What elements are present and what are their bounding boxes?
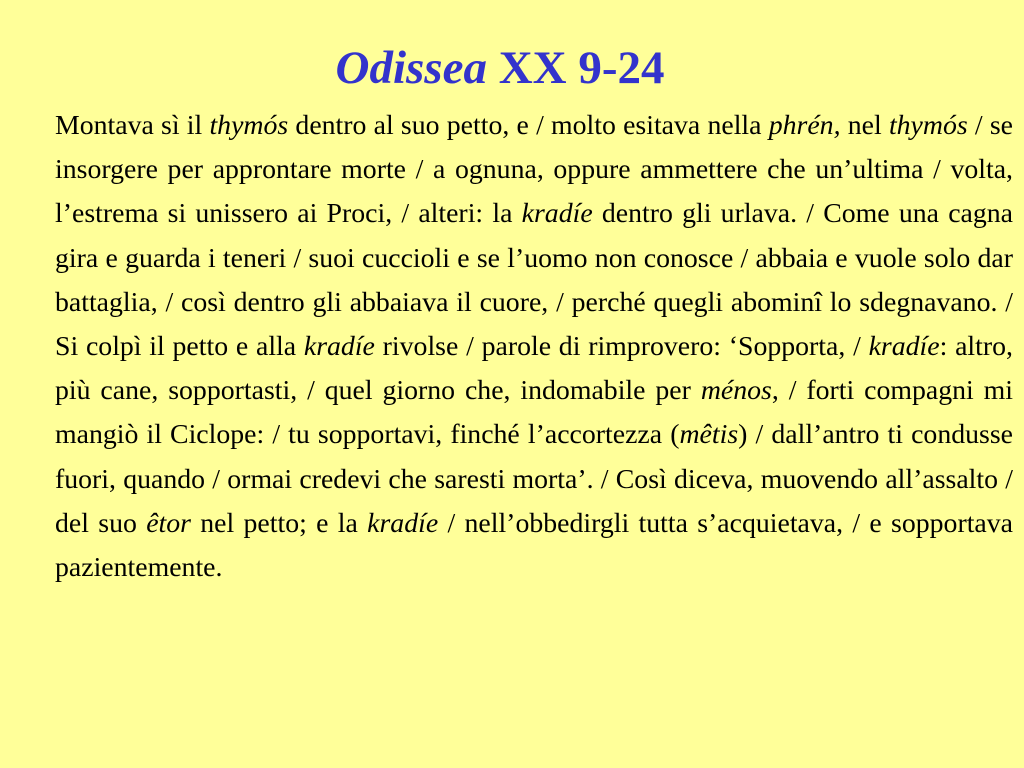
- text-run: rivolse / parole di rimprovero: ‘Sopporta, /: [374, 331, 869, 363]
- text-run: nel: [840, 110, 889, 141]
- title-reference: XX 9-24: [486, 42, 665, 94]
- italic-term: kradíe: [521, 198, 593, 230]
- italic-term: phrén,: [768, 110, 841, 141]
- text-run: dentro al suo petto, e / molto esitava nella: [288, 110, 769, 141]
- italic-term: êtor: [146, 507, 191, 539]
- text-run: , / forti compagni mi mangiò il Ciclope: / tu sopportavi, finché l’accortezza (: [55, 375, 1013, 451]
- text-run: : altro, più cane, sopportasti, / quel giorno che, indomabile per: [55, 331, 1013, 407]
- title-italic-part: Odissea: [335, 42, 487, 94]
- text-run: ) / dall’antro ti condusse fuori, quando / ormai credevi che saresti morta’. / Così diceva, muovendo all’assalto / del suo: [55, 419, 1014, 539]
- text-run: / se insorgere per approntare morte / a ognuna, oppure ammettere che un’ultima / volta, l’estrema si unissero ai Proci, / alteri: la: [55, 110, 1014, 230]
- italic-term: thymós: [888, 110, 968, 141]
- italic-term: kradíe: [303, 331, 375, 363]
- italic-term: kradíe: [868, 331, 940, 363]
- text-run: dentro gli urlava. / Come una cagna gira e guarda i teneri / suoi cuccioli e se l’uomo non conosce / abbaia e vuole solo dar battaglia, / così dentro gli abbaiava il cuore, / perché quegli abominî lo sdegnavano. / Si colpì il petto e alla: [55, 198, 1014, 363]
- italic-term: ménos: [700, 375, 772, 407]
- passage-text: [55, 104, 1013, 590]
- slide-title: [0, 38, 1000, 98]
- italic-term: thymós: [209, 110, 289, 141]
- text-run: / nell’obbedirgli tutta s’acquietava, / e sopportava pazientemente.: [55, 507, 1013, 584]
- italic-term: mêtis: [679, 419, 739, 451]
- text-run: Montava sì il: [55, 110, 210, 141]
- italic-term: kradíe: [367, 507, 439, 539]
- text-run: nel petto; e la: [190, 507, 368, 539]
